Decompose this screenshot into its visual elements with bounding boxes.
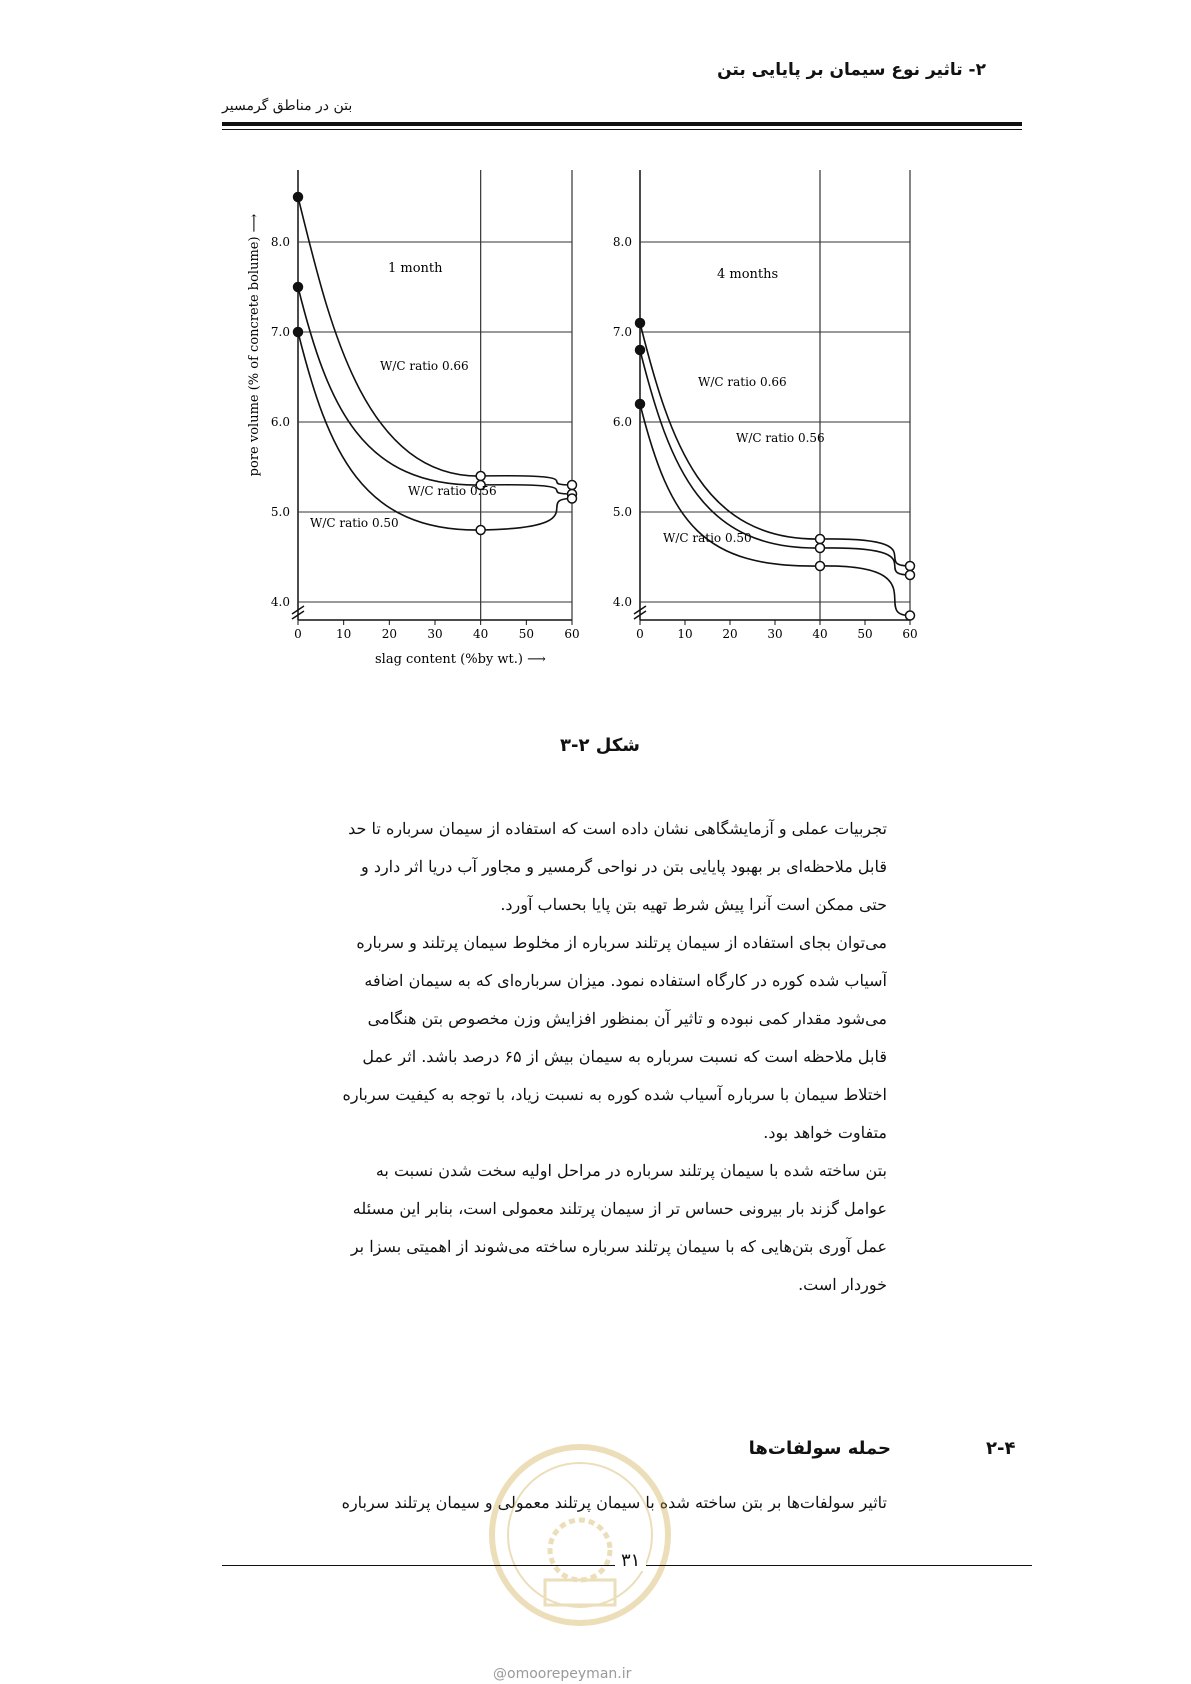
text-line: متفاوت خواهد بود. [763, 1123, 887, 1142]
text-line: عمل آوری بتن‌هایی که با سیمان پرتلند سرباره ساخته می‌شوند از اهمیتی بسزا بر [350, 1237, 887, 1256]
series-label: W/C ratio 0.56 [736, 431, 825, 445]
page-number: ۳۱ [615, 1550, 646, 1571]
x-tick-label: 10 [677, 627, 693, 641]
x-tick-label: 30 [767, 627, 783, 641]
data-point [906, 571, 915, 580]
data-point [476, 472, 485, 481]
data-point [816, 562, 825, 571]
data-point [294, 283, 303, 292]
panel-title: 4 months [717, 267, 779, 282]
text-line: خوردار است. [798, 1275, 887, 1294]
series-label: W/C ratio 0.66 [698, 375, 787, 389]
y-tick-label: 8.0 [270, 235, 290, 249]
data-point [906, 562, 915, 571]
book-title: بتن در مناطق گرمسیر [222, 98, 353, 114]
section-number: ۲-۴ [986, 1438, 1016, 1459]
y-tick-label: 7.0 [612, 325, 632, 339]
text-line: اختلاط سیمان با سرباره آسیاب شده کوره به نسبت زیاد، با توجه به کیفیت سرباره [342, 1085, 887, 1104]
pore-volume-figure [230, 170, 950, 730]
x-tick-label: 50 [518, 627, 534, 641]
y-tick-label: 7.0 [270, 325, 290, 339]
chart-panel-4-months [613, 170, 918, 641]
data-point [816, 544, 825, 553]
text-line: تجربیات عملی و آزمایشگاهی نشان داده است که استفاده از سیمان سرباره تا حد [348, 819, 887, 838]
x-tick-label: 40 [473, 627, 489, 641]
x-tick-label: 30 [427, 627, 443, 641]
x-tick-label: 50 [857, 627, 873, 641]
data-point [568, 494, 577, 503]
y-tick-label: 8.0 [612, 235, 632, 249]
text-line: قابل ملاحظه است که نسبت سرباره به سیمان بیش از ۶۵ درصد باشد. اثر عمل [362, 1047, 887, 1066]
chart-panel-1-month [271, 170, 580, 641]
header-rule-thick [222, 122, 1022, 126]
section-first-line: تاثیر سولفات‌ها بر بتن ساخته شده با سیمان پرتلند معمولی و سیمان پرتلند سرباره [341, 1493, 887, 1512]
body-text [222, 810, 887, 1304]
publisher-stamp [485, 1440, 675, 1630]
data-point [294, 328, 303, 337]
x-axis-label: slag content (%by wt.) ⟶ [375, 652, 546, 667]
y-tick-label: 6.0 [270, 415, 290, 429]
y-tick-label: 6.0 [612, 415, 632, 429]
x-tick-label: 60 [902, 627, 918, 641]
x-tick-label: 20 [381, 627, 397, 641]
paragraph [222, 1152, 887, 1304]
data-point [906, 611, 915, 620]
figure-caption: شکل ۲-۳ [560, 735, 640, 756]
y-tick-label: 4.0 [270, 595, 290, 609]
x-tick-label: 10 [336, 627, 352, 641]
x-tick-label: 0 [294, 627, 302, 641]
series-label: W/C ratio 0.66 [380, 359, 469, 373]
y-tick-label: 5.0 [612, 505, 632, 519]
x-tick-label: 40 [812, 627, 828, 641]
data-point [568, 481, 577, 490]
series-line [298, 197, 572, 485]
series-label: W/C ratio 0.50 [663, 531, 752, 545]
x-tick-label: 20 [722, 627, 738, 641]
text-line: عوامل گزند بار بیرونی حساس تر از سیمان پرتلند معمولی است، بنابر این مسئله [352, 1199, 887, 1218]
x-tick-label: 0 [636, 627, 644, 641]
paragraph [222, 810, 887, 924]
series-line [298, 287, 572, 494]
section-heading: حمله سولفات‌ها [748, 1438, 891, 1459]
data-point [476, 526, 485, 535]
text-line: آسیاب شده کوره در کارگاه استفاده نمود. میزان سرباره‌ای که به سیمان اضافه [364, 971, 887, 990]
text-line: بتن ساخته شده با سیمان پرتلند سرباره در مراحل اولیه سخت شدن نسبت به [375, 1161, 887, 1180]
text-line: می‌شود مقدار کمی نبوده و تاثیر آن بمنظور افزایش وزن مخصوص بتن هنگامی [367, 1009, 887, 1028]
y-tick-label: 4.0 [612, 595, 632, 609]
x-tick-label: 60 [564, 627, 580, 641]
data-point [636, 319, 645, 328]
watermark-text: @omoorepeyman.ir [493, 1666, 632, 1682]
paragraph [222, 924, 887, 1152]
data-point [636, 346, 645, 355]
text-line: حتی ممکن است آنرا پیش شرط تهیه بتن پایا بحساب آورد. [500, 895, 887, 914]
text-line: می‌توان بجای استفاده از سیمان پرتلند سرباره از مخلوط سیمان پرتلند و سرباره [356, 933, 887, 952]
y-tick-label: 5.0 [270, 505, 290, 519]
chapter-title: ۲- تاثیر نوع سیمان بر پایایی بتن [717, 60, 986, 80]
data-point [636, 400, 645, 409]
text-line: قابل ملاحظه‌ای بر بهبود پایایی بتن در نواحی گرمسیر و مجاور آب دریا اثر دارد و [361, 857, 887, 876]
y-axis-label: pore volume (% of concrete bolume) ⟶ [247, 213, 262, 477]
data-point [816, 535, 825, 544]
series-label: W/C ratio 0.50 [310, 516, 399, 530]
data-point [294, 193, 303, 202]
series-label: W/C ratio 0.56 [408, 484, 497, 498]
panel-title: 1 month [388, 261, 443, 276]
header-rule-thin [222, 129, 1022, 130]
